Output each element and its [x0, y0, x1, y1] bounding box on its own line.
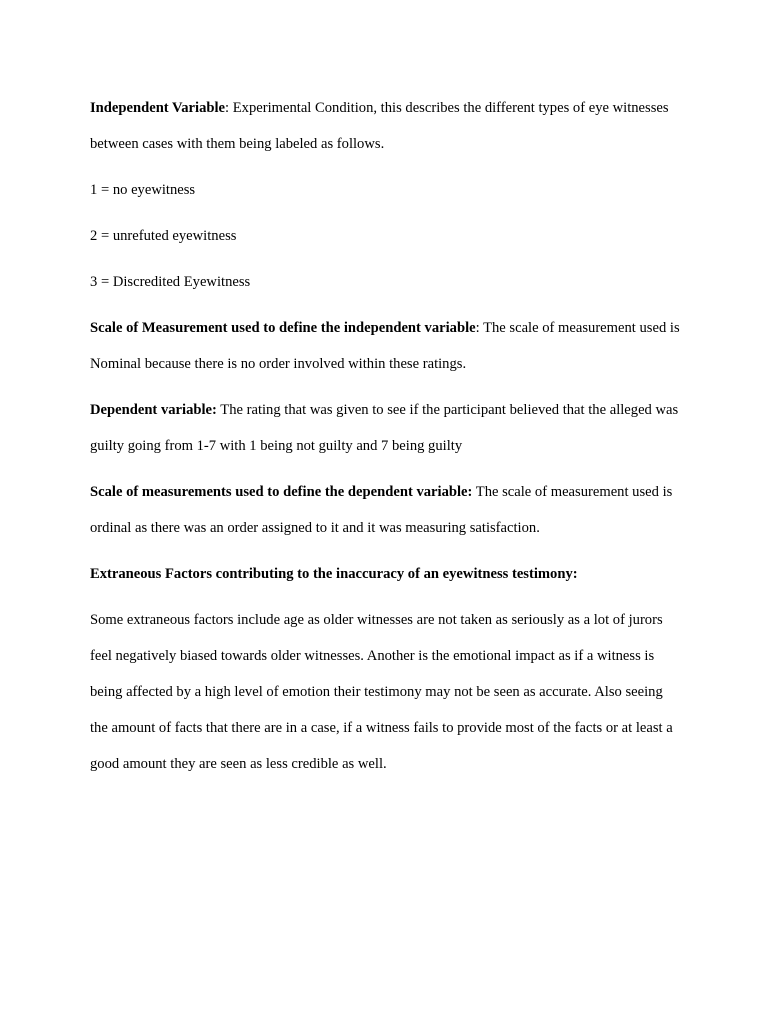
dependent-variable-label: Dependent variable: [90, 402, 217, 418]
extraneous-heading-paragraph [90, 556, 680, 592]
dv-scale-text: The scale of measurement used is ordinal as there was an order assigned to it and it was measuring satisfaction. [90, 484, 673, 536]
iv-scale-text: : The scale of measurement used is Nominal because there is no order involved within these ratings. [90, 320, 680, 372]
dependent-variable-text: The rating that was given to see if the participant believed that the alleged was guilty going from 1-7 with 1 being not guilty and 7 being guilty [90, 402, 679, 454]
extraneous-body: Some extraneous factors include age as older witnesses are not taken as seriously as a lot of jurors feel negatively biased towards older witnesses. Another is the emotional impact as if a witness is being affected by a high level of emotion their testimony may not be seen as accurate. Also seeing the amount of facts that there are in a case, if a witness fails to provide most of the facts or at least a good amount they are seen as less credible as well. [90, 612, 673, 772]
extraneous-heading: Extraneous Factors contributing to the inaccuracy of an eyewitness testimony: [90, 566, 578, 582]
dependent-variable-paragraph [90, 392, 680, 464]
level-2: 2 = unrefuted eyewitness [90, 228, 237, 244]
dv-scale-paragraph [90, 474, 680, 546]
independent-variable-label: Independent Variable [90, 100, 226, 116]
independent-variable-paragraph [90, 90, 680, 162]
independent-variable-text: : Experimental Condition, this describes the different types of eye witnesses between cases with them being labeled as follows. [90, 100, 669, 152]
iv-scale-label: Scale of Measurement used to define the independent variable [90, 320, 476, 336]
level-3: 3 = Discredited Eyewitness [90, 274, 251, 290]
level-1: 1 = no eyewitness [90, 182, 196, 198]
document-body [90, 90, 680, 792]
dv-scale-label: Scale of measurements used to define the dependent variable: [90, 484, 473, 500]
iv-scale-paragraph [90, 310, 680, 382]
